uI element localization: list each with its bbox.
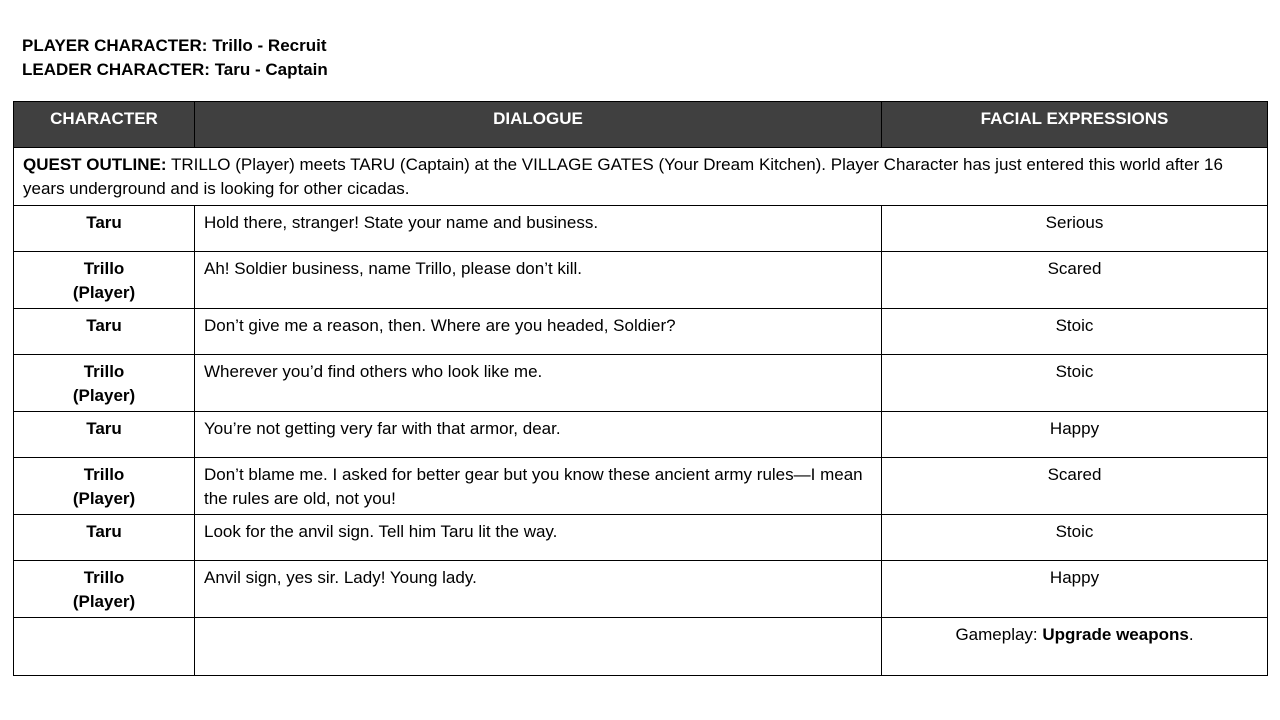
character-cell [14, 458, 195, 515]
gameplay-row [14, 618, 1268, 676]
player-character-line [22, 34, 328, 58]
expression-cell: Stoic [882, 309, 1268, 355]
character-role: (Player) [72, 489, 136, 508]
dialogue-cell: Anvil sign, yes sir. Lady! Young lady. [195, 561, 882, 618]
character-name: Trillo [83, 362, 125, 381]
expression-cell: Serious [882, 206, 1268, 252]
character-role: (Player) [72, 386, 136, 405]
expression-cell: Happy [882, 412, 1268, 458]
column-header-dialogue: DIALOGUE [195, 102, 882, 148]
dialogue-cell: Wherever you’d find others who look like me. [195, 355, 882, 412]
character-header [22, 34, 328, 82]
character-name: Trillo [83, 259, 125, 278]
character-cell [14, 561, 195, 618]
column-header-character: CHARACTER [14, 102, 195, 148]
character-role: (Player) [72, 592, 136, 611]
quest-outline-label: QUEST OUTLINE: [23, 155, 167, 174]
player-character-value: Trillo - Recruit [212, 36, 327, 55]
column-header-expressions: FACIAL EXPRESSIONS [882, 102, 1268, 148]
character-cell [14, 412, 195, 458]
quest-outline-row [14, 148, 1268, 206]
empty-dialogue-cell [195, 618, 882, 676]
player-character-label: PLAYER CHARACTER: [22, 36, 208, 55]
table-header-row [14, 102, 1268, 148]
table-row [14, 412, 1268, 458]
table-row [14, 458, 1268, 515]
dialogue-cell: You’re not getting very far with that armor, dear. [195, 412, 882, 458]
expression-cell: Stoic [882, 515, 1268, 561]
gameplay-prefix: Gameplay: [955, 625, 1043, 644]
leader-character-value: Taru - Captain [214, 60, 328, 79]
gameplay-cell [882, 618, 1268, 676]
character-name: Taru [86, 316, 122, 335]
quest-outline [14, 148, 1268, 206]
table-row [14, 252, 1268, 309]
leader-character-label: LEADER CHARACTER: [22, 60, 210, 79]
table-row [14, 515, 1268, 561]
dialogue-table [13, 101, 1268, 676]
expression-cell: Scared [882, 458, 1268, 515]
empty-character-cell [14, 618, 195, 676]
dialogue-cell: Hold there, stranger! State your name and business. [195, 206, 882, 252]
table-row [14, 355, 1268, 412]
character-name: Taru [86, 419, 122, 438]
character-cell [14, 309, 195, 355]
character-name: Taru [86, 522, 122, 541]
character-name: Trillo [83, 568, 125, 587]
character-role: (Player) [72, 283, 136, 302]
table-row [14, 561, 1268, 618]
character-cell [14, 206, 195, 252]
gameplay-suffix: . [1188, 625, 1194, 644]
gameplay-action: Upgrade weapons [1042, 625, 1189, 644]
expression-cell: Scared [882, 252, 1268, 309]
dialogue-cell: Don’t blame me. I asked for better gear but you know these ancient army rules—I mean the rules are old, not you! [195, 458, 882, 515]
character-name: Trillo [83, 465, 125, 484]
expression-cell: Stoic [882, 355, 1268, 412]
character-cell [14, 515, 195, 561]
table-row [14, 206, 1268, 252]
character-name: Taru [86, 213, 122, 232]
dialogue-cell: Ah! Soldier business, name Trillo, please don’t kill. [195, 252, 882, 309]
dialogue-cell: Don’t give me a reason, then. Where are you headed, Soldier? [195, 309, 882, 355]
leader-character-line [22, 58, 328, 82]
character-cell [14, 252, 195, 309]
character-cell [14, 355, 195, 412]
expression-cell: Happy [882, 561, 1268, 618]
table-row [14, 309, 1268, 355]
dialogue-cell: Look for the anvil sign. Tell him Taru lit the way. [195, 515, 882, 561]
quest-outline-text: TRILLO (Player) meets TARU (Captain) at the VILLAGE GATES (Your Dream Kitchen). Player Character has just entered this world after 16 years underground and is looking for other cicadas. [23, 155, 1223, 198]
